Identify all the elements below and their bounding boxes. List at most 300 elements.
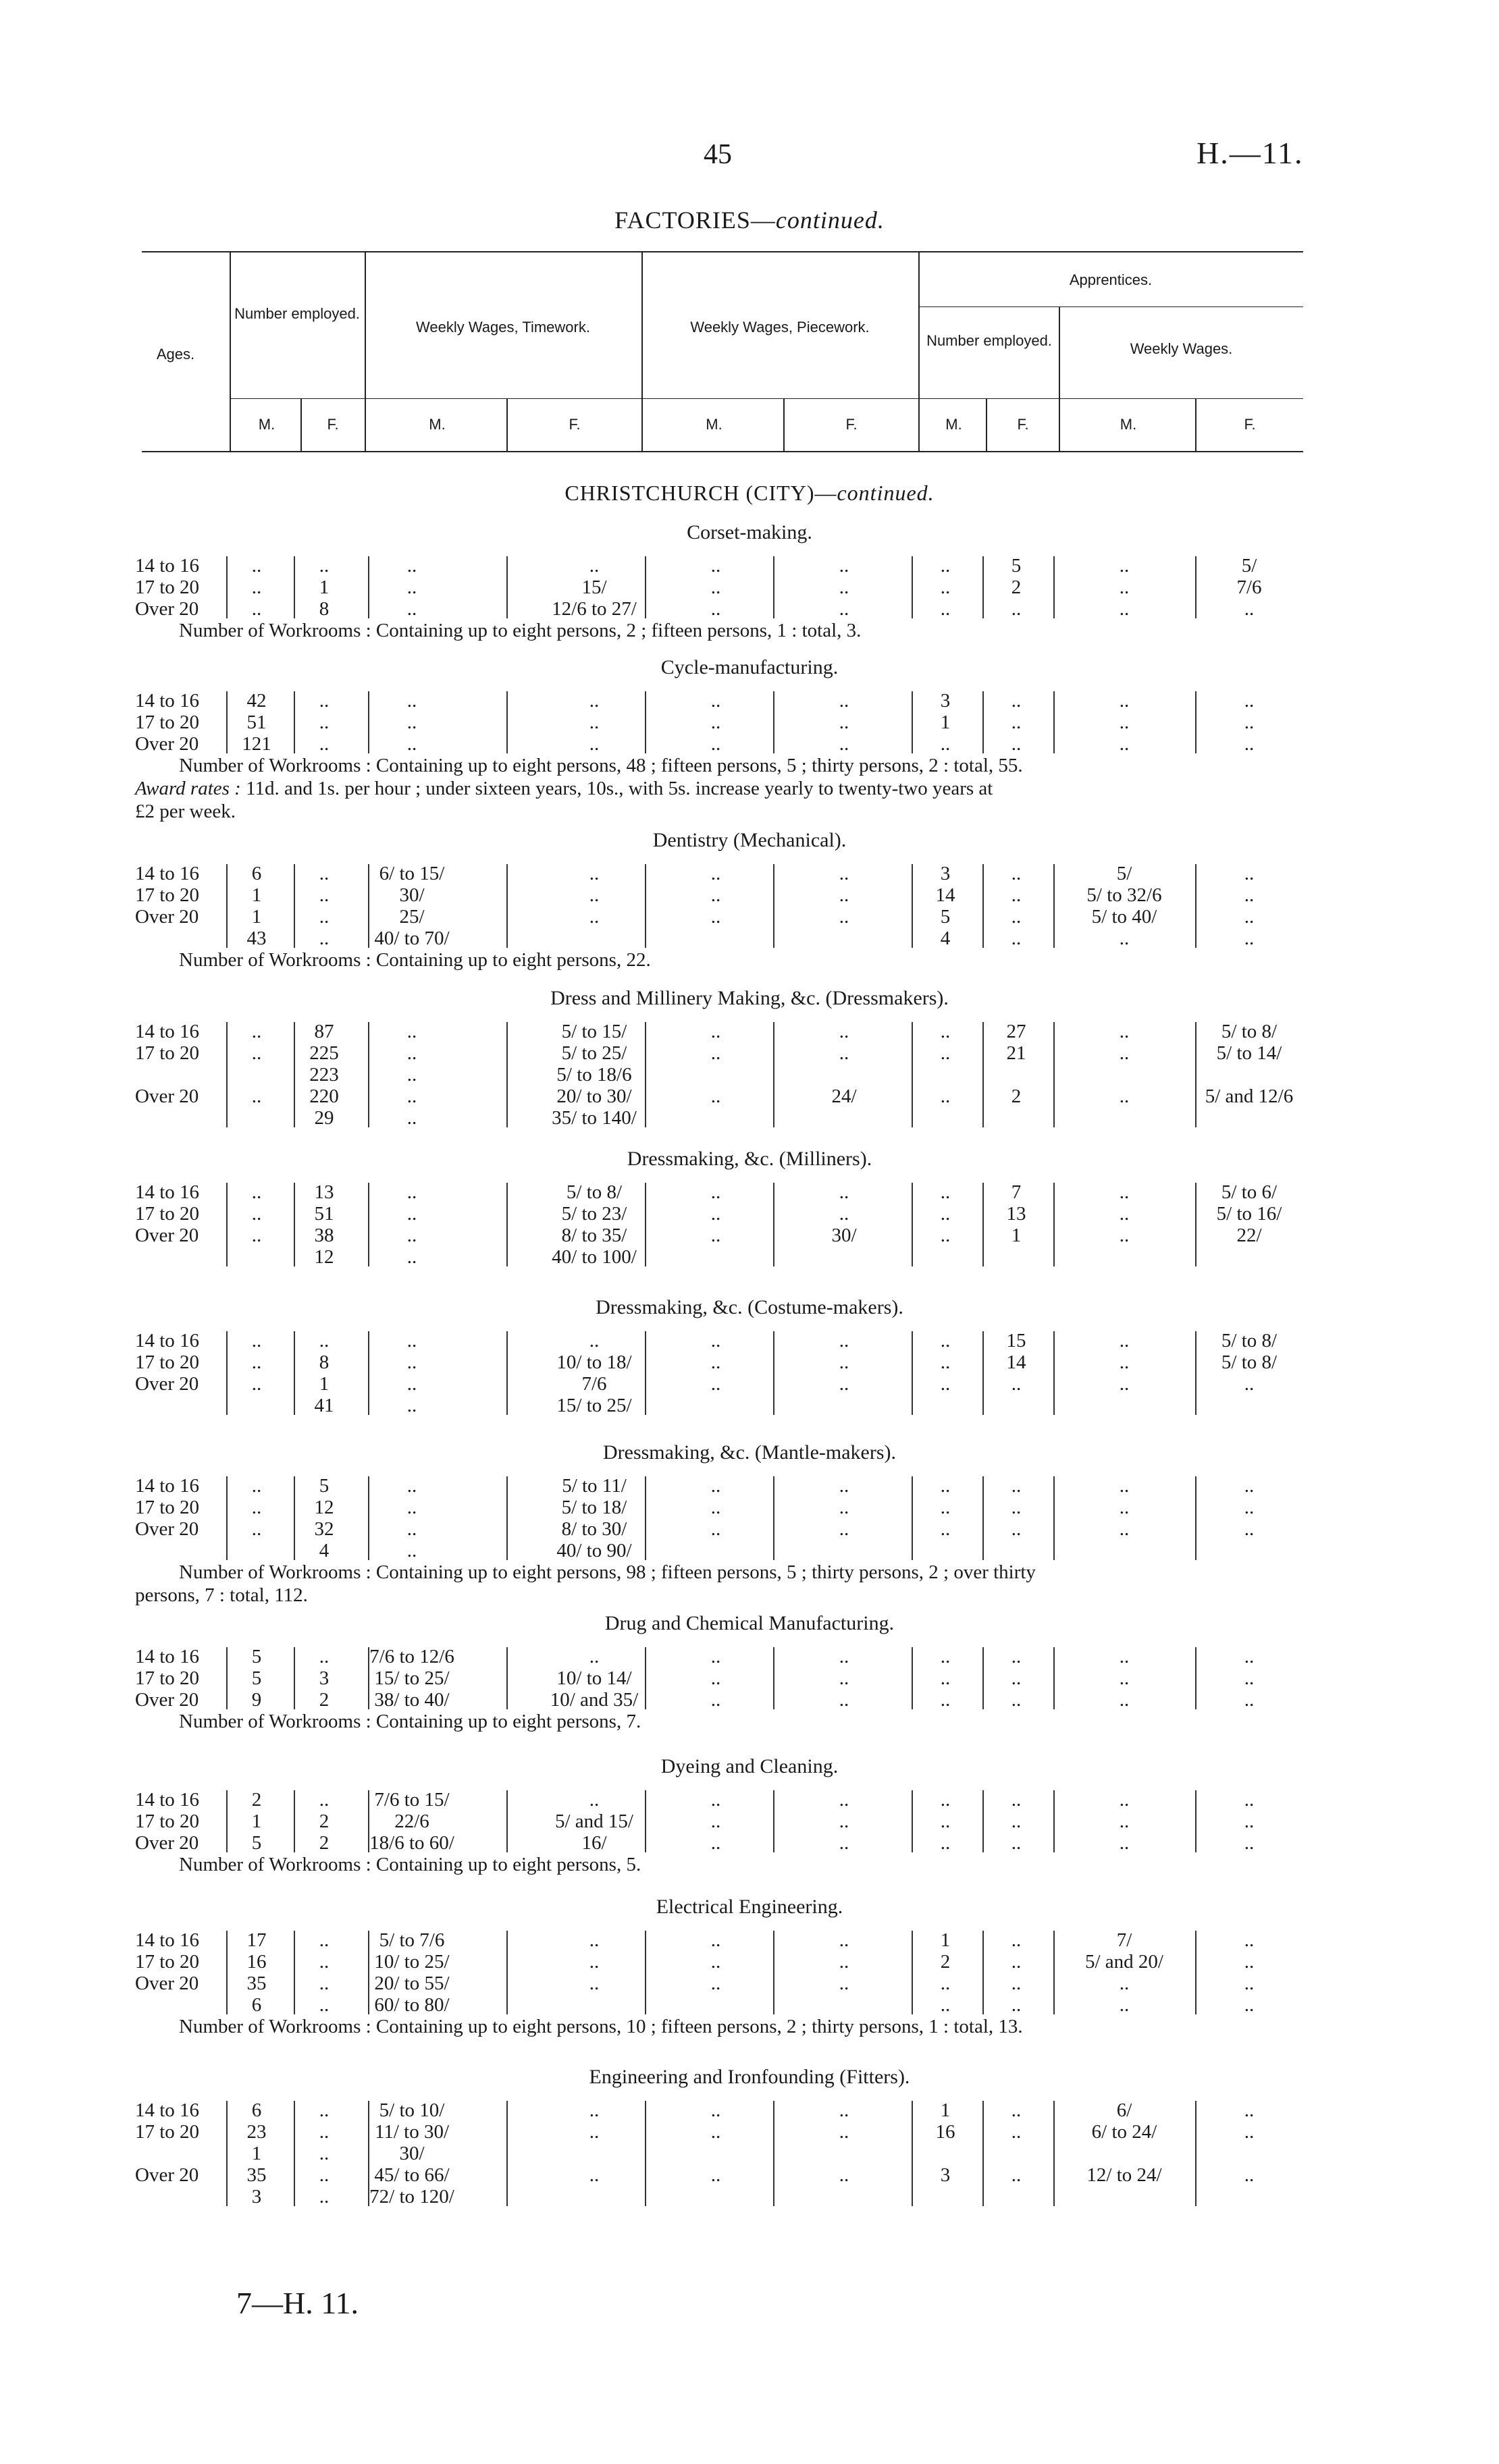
table-cell: ..: [940, 1789, 951, 1811]
table-cell: ..: [1244, 1973, 1255, 1994]
table-cell: 220: [309, 1086, 339, 1107]
age-cell: 17 to 20: [135, 884, 200, 906]
column-divider: [506, 1931, 508, 2014]
table-cell: ..: [710, 1667, 721, 1689]
section-title: Drug and Chemical Manufacturing.: [604, 1612, 895, 1634]
table-cell: 5/ to 40/: [1091, 906, 1157, 928]
table-cell: ..: [406, 1107, 417, 1129]
table-cell: ..: [406, 1351, 417, 1373]
column-divider: [773, 1790, 774, 1852]
table-cell: ..: [710, 1373, 721, 1395]
table-cell: 7/6 to 12/6: [369, 1646, 454, 1667]
table-cell: ..: [839, 2164, 849, 2186]
table-cell: ..: [710, 2164, 721, 2186]
table-cell: ..: [940, 1811, 951, 1832]
table-row: [0, 1811, 1499, 1833]
table-cell: 16/: [581, 1832, 607, 1854]
workrooms-note-continued: persons, 7 : total, 112.: [135, 1584, 308, 1606]
table-cell: 35: [246, 2164, 267, 2186]
column-divider: [1053, 1022, 1055, 1127]
table-cell: 2: [1011, 1086, 1022, 1107]
column-divider: [982, 1331, 984, 1415]
table-cell: 18/6 to 60/: [369, 1832, 454, 1854]
table-row: [0, 1646, 1499, 1669]
column-divider: [1053, 556, 1055, 618]
table-cell: 30/: [399, 884, 425, 906]
table-cell: 5: [319, 1475, 330, 1497]
table-cell: 7/: [1116, 1929, 1132, 1951]
table-row: [0, 690, 1499, 713]
table-cell: 5/ to 32/6: [1086, 884, 1162, 906]
age-cell: Over 20: [135, 2164, 199, 2186]
table-cell: ..: [710, 863, 721, 884]
table-cell: ..: [710, 1518, 721, 1540]
column-divider: [226, 864, 228, 948]
section-title: Dressmaking, &c. (Mantle-makers).: [602, 1441, 897, 1464]
column-divider: [506, 864, 508, 948]
column-divider: [645, 1476, 646, 1560]
section-title: Electrical Engineering.: [656, 1896, 843, 1918]
column-divider: [1053, 1790, 1055, 1852]
age-cell: 17 to 20: [135, 1351, 200, 1373]
table-cell: 7: [1011, 1181, 1022, 1203]
table-row: [0, 2099, 1499, 2122]
column-divider: [226, 2101, 228, 2206]
col-f: F.: [1244, 416, 1256, 433]
column-divider: [1195, 1476, 1196, 1560]
column-divider: [294, 1647, 295, 1709]
table-cell: 5: [1011, 555, 1022, 577]
table-cell: ..: [1011, 1497, 1022, 1518]
table-cell: ..: [251, 1086, 262, 1107]
table-cell: ..: [710, 1181, 721, 1203]
table-cell: ..: [589, 863, 600, 884]
table-cell: ..: [839, 1667, 849, 1689]
section-title: Dyeing and Cleaning.: [660, 1755, 839, 1777]
award-text-continued: £2 per week.: [135, 801, 236, 822]
column-divider: [294, 556, 295, 618]
table-cell: 51: [314, 1203, 334, 1225]
column-divider: [1195, 1183, 1196, 1266]
table-cell: ..: [839, 1973, 849, 1994]
table-row: [0, 1021, 1499, 1044]
award-rates: [135, 778, 993, 800]
table-cell: 8: [319, 1351, 330, 1373]
table-cell: ..: [1011, 1811, 1022, 1832]
table-cell: ..: [1119, 1475, 1130, 1497]
table-cell: 5/ to 8/: [1221, 1351, 1278, 1373]
column-divider: [645, 1331, 646, 1415]
table-cell: 60/ to 80/: [374, 1994, 450, 2016]
table-cell: ..: [406, 577, 417, 598]
table-cell: ..: [251, 555, 262, 577]
column-divider: [773, 864, 774, 948]
column-divider: [912, 1931, 913, 2014]
table-cell: 30/: [831, 1225, 857, 1246]
table-row: [0, 712, 1499, 734]
age-cell: 17 to 20: [135, 2121, 200, 2143]
column-divider: [982, 1931, 984, 2014]
table-cell: ..: [251, 577, 262, 598]
vline: [230, 251, 231, 451]
age-cell: 14 to 16: [135, 1475, 200, 1497]
table-cell: ..: [406, 555, 417, 577]
table-cell: ..: [839, 690, 849, 712]
table-cell: ..: [839, 1373, 849, 1395]
table-cell: ..: [589, 2099, 600, 2121]
table-cell: ..: [589, 690, 600, 712]
age-cell: 17 to 20: [135, 1811, 200, 1832]
table-cell: 2: [319, 1832, 330, 1854]
table-cell: 32: [314, 1518, 334, 1540]
table-cell: 38: [314, 1225, 334, 1246]
table-cell: ..: [1244, 1373, 1255, 1395]
table-cell: ..: [1011, 1518, 1022, 1540]
table-cell: ..: [406, 1497, 417, 1518]
table-cell: ..: [839, 1832, 849, 1854]
table-cell: ..: [1119, 1042, 1130, 1064]
table-cell: ..: [1119, 1646, 1130, 1667]
table-cell: ..: [839, 598, 849, 620]
table-cell: ..: [1119, 1086, 1130, 1107]
table-cell: ..: [1244, 1689, 1255, 1711]
column-divider: [226, 1331, 228, 1415]
vline: [365, 251, 366, 451]
table-cell: ..: [1011, 1667, 1022, 1689]
table-row: [0, 1203, 1499, 1226]
column-divider: [912, 556, 913, 618]
table-row: [0, 2164, 1499, 2187]
table-row: [0, 1246, 1499, 1269]
age-cell: 14 to 16: [135, 1330, 200, 1351]
workrooms-note: Number of Workrooms : Containing up to eight persons, 48 ; fifteen persons, 5 ; thirty persons, 2 : total, 55.: [179, 755, 1023, 776]
column-divider: [1195, 1022, 1196, 1127]
table-cell: ..: [589, 555, 600, 577]
age-cell: Over 20: [135, 1518, 199, 1540]
table-cell: ..: [1244, 598, 1255, 620]
table-cell: ..: [1011, 928, 1022, 949]
table-cell: ..: [319, 2121, 330, 2143]
table-cell: 5/ to 15/: [561, 1021, 627, 1042]
table-cell: ..: [710, 1021, 721, 1042]
table-cell: ..: [940, 1475, 951, 1497]
table-row: [0, 1042, 1499, 1065]
table-cell: 6: [251, 1994, 262, 2016]
table-cell: 5: [251, 1832, 262, 1854]
table-cell: ..: [1244, 1789, 1255, 1811]
table-cell: 25/: [399, 906, 425, 928]
table-row: [0, 1973, 1499, 1996]
table-row: [0, 1540, 1499, 1563]
table-cell: ..: [710, 1811, 721, 1832]
age-cell: Over 20: [135, 1373, 199, 1395]
table-cell: 3: [940, 863, 951, 884]
table-cell: ..: [710, 2121, 721, 2143]
table-cell: ..: [589, 884, 600, 906]
table-cell: ..: [710, 1203, 721, 1225]
table-cell: ..: [839, 1181, 849, 1203]
column-divider: [294, 1331, 295, 1415]
table-cell: ..: [710, 2099, 721, 2121]
column-divider: [1053, 1331, 1055, 1415]
column-divider: [982, 691, 984, 753]
table-cell: 6/ to 24/: [1091, 2121, 1157, 2143]
table-cell: 38/ to 40/: [374, 1689, 450, 1711]
table-cell: 40/ to 70/: [374, 928, 450, 949]
column-divider: [1195, 1790, 1196, 1852]
table-row: [0, 555, 1499, 578]
table-cell: ..: [710, 884, 721, 906]
table-row: [0, 1518, 1499, 1541]
table-cell: ..: [940, 1497, 951, 1518]
table-cell: ..: [1011, 1832, 1022, 1854]
table-row: [0, 1667, 1499, 1690]
column-divider: [773, 1183, 774, 1266]
age-cell: 14 to 16: [135, 1929, 200, 1951]
table-cell: ..: [839, 1475, 849, 1497]
column-divider: [1053, 1647, 1055, 1709]
column-divider: [226, 1790, 228, 1852]
table-cell: ..: [710, 1086, 721, 1107]
table-cell: ..: [1244, 2099, 1255, 2121]
table-cell: ..: [1011, 1929, 1022, 1951]
age-cell: Over 20: [135, 1086, 199, 1107]
column-divider: [773, 1476, 774, 1560]
age-cell: 17 to 20: [135, 1951, 200, 1973]
table-cell: ..: [319, 1929, 330, 1951]
table-cell: ..: [251, 1351, 262, 1373]
table-cell: ..: [1011, 1994, 1022, 2016]
table-cell: 3: [319, 1667, 330, 1689]
table-cell: 29: [314, 1107, 334, 1129]
column-divider: [912, 1022, 913, 1127]
table-cell: 17: [246, 1929, 267, 1951]
document-reference: H.—11.: [1196, 136, 1304, 170]
table-cell: ..: [1244, 1951, 1255, 1973]
table-cell: ..: [406, 1246, 417, 1268]
table-cell: ..: [710, 906, 721, 928]
table-cell: ..: [1119, 733, 1130, 755]
table-cell: ..: [251, 1225, 262, 1246]
table-cell: ..: [1244, 1646, 1255, 1667]
table-cell: 1: [940, 1929, 951, 1951]
table-cell: 5/ and 20/: [1085, 1951, 1163, 1973]
table-cell: ..: [1011, 690, 1022, 712]
table-row: [0, 863, 1499, 886]
table-cell: ..: [251, 1475, 262, 1497]
table-cell: ..: [1244, 1497, 1255, 1518]
col-m: M.: [1120, 416, 1137, 433]
table-cell: ..: [589, 2164, 600, 2186]
column-divider: [368, 1022, 369, 1127]
table-cell: 21: [1006, 1042, 1026, 1064]
table-cell: ..: [710, 1929, 721, 1951]
table-cell: 5/ to 8/: [1221, 1021, 1278, 1042]
table-cell: ..: [1011, 1646, 1022, 1667]
column-divider: [294, 1790, 295, 1852]
table-row: [0, 906, 1499, 929]
table-cell: ..: [839, 733, 849, 755]
table-cell: 22/: [1236, 1225, 1262, 1246]
table-cell: ..: [319, 555, 330, 577]
table-cell: ..: [839, 2121, 849, 2143]
table-cell: ..: [710, 1475, 721, 1497]
column-divider: [1053, 864, 1055, 948]
table-cell: ..: [940, 1351, 951, 1373]
column-divider: [226, 1647, 228, 1709]
table-cell: ..: [319, 733, 330, 755]
table-cell: ..: [940, 1225, 951, 1246]
table-cell: ..: [1119, 928, 1130, 949]
award-label: Award rates :: [135, 778, 241, 799]
table-row: [0, 1330, 1499, 1353]
table-cell: ..: [1244, 1667, 1255, 1689]
table-cell: 16: [246, 1951, 267, 1973]
table-cell: ..: [251, 1021, 262, 1042]
table-cell: ..: [1244, 884, 1255, 906]
column-divider: [773, 1647, 774, 1709]
table-cell: ..: [319, 906, 330, 928]
column-divider: [1195, 1647, 1196, 1709]
table-cell: 7/6: [581, 1373, 607, 1395]
table-cell: 3: [940, 690, 951, 712]
table-cell: ..: [1011, 2099, 1022, 2121]
table-cell: 6/: [1116, 2099, 1132, 2121]
column-divider: [912, 864, 913, 948]
table-cell: ..: [1011, 1373, 1022, 1395]
table-cell: ..: [839, 1646, 849, 1667]
table-row: [0, 1351, 1499, 1374]
workrooms-note: Number of Workrooms : Containing up to eight persons, 7.: [179, 1711, 641, 1732]
table-row: [0, 884, 1499, 907]
column-divider: [912, 1790, 913, 1852]
table-cell: 11/ to 30/: [374, 2121, 450, 2143]
column-divider: [506, 1647, 508, 1709]
table-cell: 5: [251, 1646, 262, 1667]
table-cell: ..: [1244, 690, 1255, 712]
table-cell: 42: [246, 690, 267, 712]
city-name: CHRISTCHURCH (CITY)—: [564, 481, 837, 505]
column-divider: [773, 1931, 774, 2014]
apprentices-rule: [918, 306, 1303, 307]
table-cell: ..: [1011, 884, 1022, 906]
table-cell: ..: [319, 1973, 330, 1994]
table-cell: ..: [406, 1540, 417, 1561]
table-cell: ..: [319, 2143, 330, 2164]
table-cell: ..: [1119, 1181, 1130, 1203]
table-cell: ..: [589, 712, 600, 733]
table-cell: ..: [940, 1994, 951, 2016]
column-divider: [982, 1647, 984, 1709]
col-f: F.: [845, 416, 858, 433]
table-cell: ..: [1244, 906, 1255, 928]
table-cell: ..: [319, 690, 330, 712]
table-cell: ..: [710, 733, 721, 755]
table-row: [0, 1475, 1499, 1498]
table-cell: ..: [1244, 1475, 1255, 1497]
table-cell: 3: [940, 2164, 951, 2186]
table-cell: 5/ to 18/: [561, 1497, 627, 1518]
table-cell: ..: [940, 555, 951, 577]
table-cell: 5/ to 8/: [1221, 1330, 1278, 1351]
table-cell: ..: [589, 1330, 600, 1351]
table-row: [0, 1951, 1499, 1974]
workrooms-note: Number of Workrooms : Containing up to eight persons, 2 ; fifteen persons, 1 : total, 3.: [179, 620, 862, 641]
column-divider: [645, 2101, 646, 2206]
table-cell: ..: [319, 2099, 330, 2121]
column-divider: [294, 691, 295, 753]
table-row: [0, 2143, 1499, 2166]
col-weekly-timework: Weekly Wages, Timework.: [416, 319, 590, 336]
table-cell: 5/ and 15/: [555, 1811, 633, 1832]
table-cell: ..: [1119, 1225, 1130, 1246]
table-cell: 24/: [831, 1086, 857, 1107]
table-cell: 40/ to 100/: [552, 1246, 637, 1268]
column-divider: [294, 2101, 295, 2206]
table-cell: ..: [406, 1021, 417, 1042]
city-suffix: continued.: [837, 481, 935, 505]
table-cell: ..: [940, 1973, 951, 1994]
table-cell: ..: [1119, 1203, 1130, 1225]
table-cell: ..: [1011, 1951, 1022, 1973]
column-divider: [645, 1790, 646, 1852]
table-cell: ..: [940, 1042, 951, 1064]
table-cell: 1: [319, 1373, 330, 1395]
table-cell: ..: [1119, 1832, 1130, 1854]
table-cell: 1: [251, 884, 262, 906]
column-divider: [506, 691, 508, 753]
column-divider: [368, 1647, 369, 1709]
table-cell: 1: [940, 712, 951, 733]
age-cell: 14 to 16: [135, 555, 200, 577]
table-cell: ..: [251, 1518, 262, 1540]
age-cell: 17 to 20: [135, 712, 200, 733]
table-cell: 10/ and 35/: [550, 1689, 639, 1711]
table-cell: 15: [1006, 1330, 1026, 1351]
column-divider: [1195, 1331, 1196, 1415]
section-title: Corset-making.: [687, 521, 812, 543]
column-divider: [294, 1022, 295, 1127]
table-cell: ..: [940, 1021, 951, 1042]
col-weekly-piecework: Weekly Wages, Piecework.: [690, 319, 870, 336]
table-cell: ..: [839, 1929, 849, 1951]
table-cell: ..: [940, 1646, 951, 1667]
table-cell: 13: [1006, 1203, 1026, 1225]
header-top-rule: [142, 251, 1303, 252]
col-m: M.: [258, 416, 275, 433]
column-divider: [368, 864, 369, 948]
table-row: [0, 1107, 1499, 1130]
table-cell: ..: [1011, 1973, 1022, 1994]
table-cell: 2: [940, 1951, 951, 1973]
column-divider: [912, 2101, 913, 2206]
age-cell: 14 to 16: [135, 863, 200, 884]
table-cell: 10/ to 25/: [374, 1951, 450, 1973]
age-cell: 17 to 20: [135, 1667, 200, 1689]
column-divider: [368, 1931, 369, 2014]
age-cell: 14 to 16: [135, 690, 200, 712]
table-cell: 16: [935, 2121, 955, 2143]
table-cell: ..: [1119, 1518, 1130, 1540]
table-cell: ..: [319, 1330, 330, 1351]
age-cell: Over 20: [135, 733, 199, 755]
col-f: F.: [327, 416, 339, 433]
age-cell: 17 to 20: [135, 1497, 200, 1518]
column-divider: [773, 1331, 774, 1415]
table-cell: 12: [314, 1497, 334, 1518]
table-cell: 15/: [581, 577, 607, 598]
table-cell: ..: [839, 1689, 849, 1711]
